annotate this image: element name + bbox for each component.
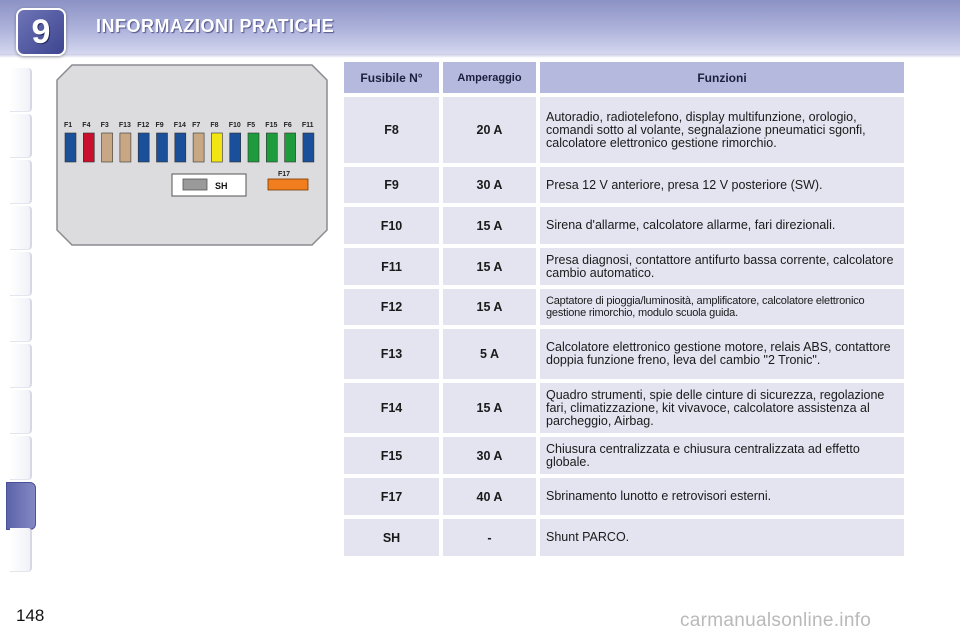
header-functions: Funzioni [540,62,904,93]
shunt-slot [183,179,207,190]
fuse-f3 [102,133,113,162]
amperage-cell: 40 A [443,478,536,515]
table-row [344,329,904,379]
amperage-cell: 15 A [443,383,536,433]
amperage-cell: 15 A [443,207,536,244]
fuse-label-f14: F14 [173,122,186,129]
fuse-number-cell: F13 [344,329,439,379]
fuse-number-cell: F17 [344,478,439,515]
chapter-tab[interactable] [10,344,32,388]
page-title: INFORMAZIONI PRATICHE [96,16,335,36]
function-cell: Shunt PARCO. [540,519,904,556]
fuse-f1 [65,133,76,162]
function-cell: Sbrinamento lunotto e retrovisori esterni. [540,478,904,515]
fuse-label-f9: F9 [155,122,164,129]
chapter-tab[interactable] [10,252,32,296]
shunt-label: SH [215,181,228,191]
header-amperage: Amperaggio [443,62,536,93]
fuse-label-f12: F12 [137,122,150,129]
fuse-number-cell: F15 [344,437,439,474]
fuse-f13 [120,133,131,162]
function-cell: Autoradio, radiotelefono, display multifunzione, orologio, comandi sotto al volante, segnalazione pneumatici sgonfi, calcolatore elettronico gestione rimorchio. [540,97,904,163]
header-shadow [0,54,960,58]
amperage-cell: 15 A [443,248,536,285]
chapter-tab[interactable] [10,114,32,158]
fuse-label-f7: F7 [192,122,201,129]
fuse-label-f6: F6 [283,122,292,129]
fuse-f9 [157,133,168,162]
function-cell: Presa 12 V anteriore, presa 12 V posteriore (SW). [540,167,904,203]
fuse-number-cell: F12 [344,289,439,325]
fuse-f14 [175,133,186,162]
fuse-f15 [266,133,277,162]
fuse-box-diagram [56,64,328,246]
chapter-tab[interactable] [10,298,32,342]
fuse-number-cell: SH [344,519,439,556]
fuse-label-f15: F15 [265,122,278,129]
fuse-label-f10: F10 [228,122,241,129]
fuse-number-cell: F8 [344,97,439,163]
fuse-f17 [268,179,308,190]
table-row [344,207,904,244]
fuse-label-f17: F17 [278,171,291,178]
fuse-box-svg [56,64,328,246]
table-header-row [344,62,904,93]
table-row [344,97,904,163]
fuse-f6 [285,133,296,162]
table-row [344,289,904,325]
table-row [344,248,904,285]
fuse-label-f13: F13 [118,122,131,129]
function-cell: Calcolatore elettronico gestione motore, relais ABS, contattore doppia funzione freno, leva del cambio "2 Tronic". [540,329,904,379]
function-cell: Chiusura centralizzata e chiusura centralizzata ad effetto globale. [540,437,904,474]
fuse-f10 [230,133,241,162]
chapter-tab-strip [10,68,34,576]
function-cell: Quadro strumenti, spie delle cinture di sicurezza, regolazione fari, climatizzazione, kit vivavoce, calcolatore assistenza al parcheggio, Airbag. [540,383,904,433]
page-number: 148 [16,606,45,625]
table-row [344,519,904,556]
fuse-label-f1: F1 [64,122,73,129]
amperage-cell: 20 A [443,97,536,163]
function-cell: Sirena d'allarme, calcolatore allarme, fari direzionali. [540,207,904,244]
fuse-f5 [248,133,259,162]
fuse-label-f11: F11 [301,122,314,129]
chapter-tab[interactable] [10,436,32,480]
fuse-f7 [193,133,204,162]
chapter-tab[interactable] [10,390,32,434]
fuse-f12 [138,133,149,162]
fuse-table [344,62,904,560]
chapter-number-badge: 9 [16,8,66,56]
table-row [344,437,904,474]
amperage-cell: 30 A [443,167,536,203]
fuse-label-f5: F5 [247,122,256,129]
fuse-f4 [83,133,94,162]
chapter-tab[interactable] [10,160,32,204]
amperage-cell: - [443,519,536,556]
chapter-tab[interactable] [10,206,32,250]
amperage-cell: 15 A [443,289,536,325]
amperage-cell: 30 A [443,437,536,474]
table-row [344,383,904,433]
table-row [344,478,904,515]
fuse-label-f3: F3 [100,122,109,129]
fuse-number-cell: F14 [344,383,439,433]
header-fuse-number: Fusibile N° [344,62,439,93]
fuse-number-cell: F9 [344,167,439,203]
watermark: carmanualsonline.info [680,610,872,631]
fuse-f11 [303,133,314,162]
fuse-number-cell: F10 [344,207,439,244]
amperage-cell: 5 A [443,329,536,379]
chapter-tab-active[interactable] [6,482,36,530]
fuse-label-f8: F8 [210,122,219,129]
fuse-label-f4: F4 [82,122,91,129]
chapter-tab[interactable] [10,528,32,572]
fuse-f8 [211,133,222,162]
table-row [344,167,904,203]
function-cell: Presa diagnosi, contattore antifurto bassa corrente, calcolatore cambio automatico. [540,248,904,285]
fuse-number-cell: F11 [344,248,439,285]
chapter-tab[interactable] [10,68,32,112]
function-cell: Captatore di pioggia/luminosità, amplificatore, calcolatore elettronico gestione rimorchio, modulo scuola guida. [540,289,904,325]
